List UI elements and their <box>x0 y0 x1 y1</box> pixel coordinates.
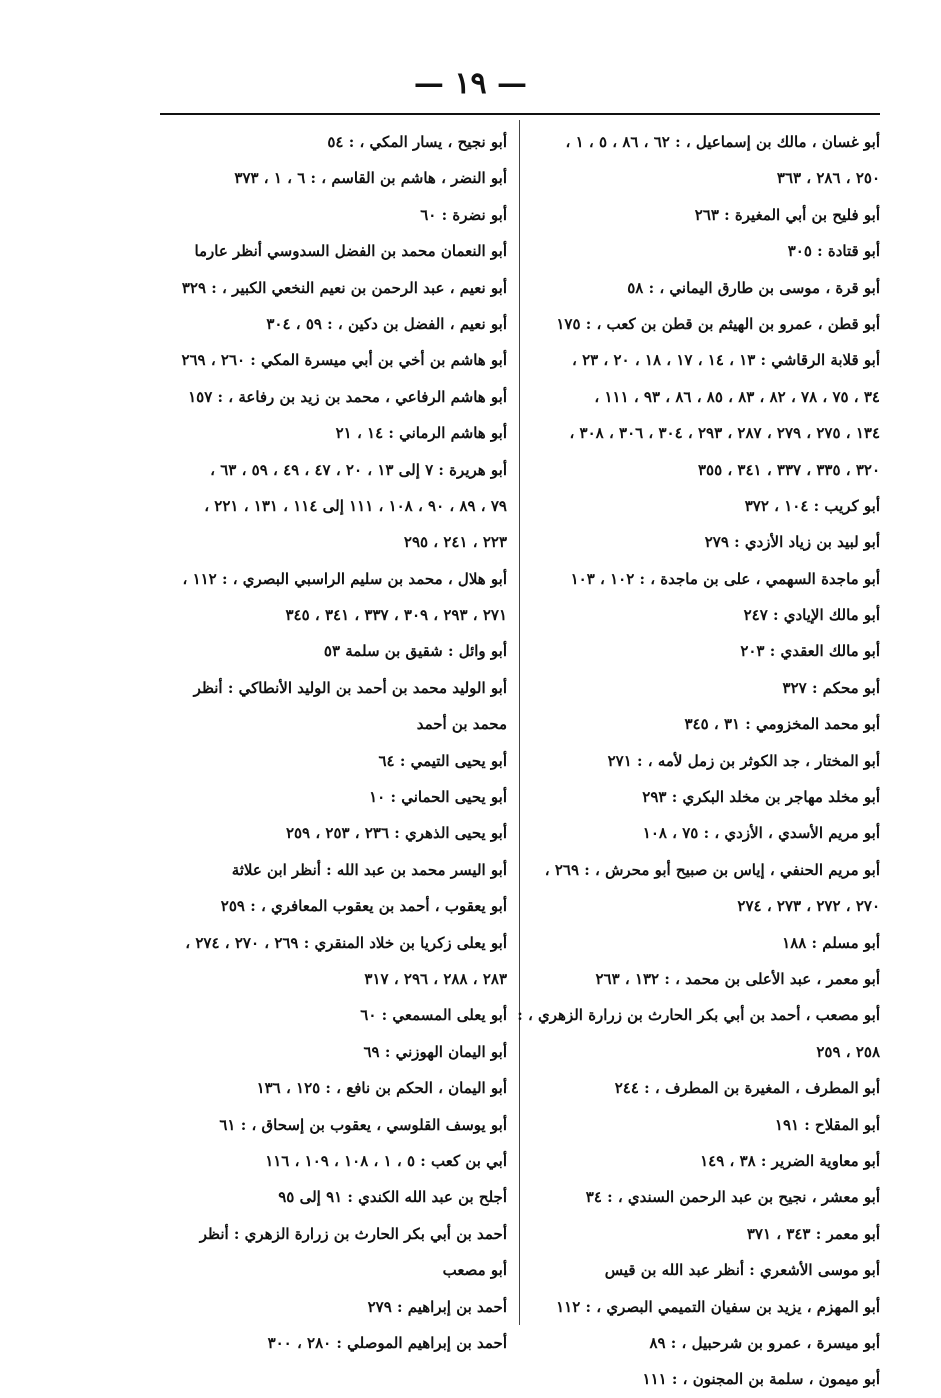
index-entry-line: أجلح بن عبد الله الكندي : ٩١ إلى ٩٥ <box>278 1188 507 1207</box>
index-entry-line: أبو المختار ، جد الكوثر بن زمل لأمه ، : ٢٧١ <box>607 751 880 770</box>
right-column <box>517 124 880 1389</box>
index-entry-line: ٢٥٠ ، ٢٨٦ ، ٣٦٣ <box>776 169 880 188</box>
index-entry-line: أبو يعلى زكريا بن خلاد المنقري : ٢٦٩ ، ٢٧٠ ، ٢٧٤ ، <box>185 933 507 952</box>
index-entry-line: أبو معشر ، نجيح بن عبد الرحمن السندي ، : ٣٤ <box>585 1188 880 1207</box>
left-column <box>175 124 507 1352</box>
index-entry-line: أبو هاشم الرفاعي ، محمد بن زيد بن رفاعة ، : ١٥٧ <box>188 387 507 406</box>
index-entry-line: ٢٧١ ، ٢٩٣ ، ٣٠٩ ، ٣٣٧ ، ٣٤١ ، ٣٤٥ <box>285 606 507 625</box>
index-entry-line: أبو محكم : ٣٢٧ <box>782 678 880 697</box>
index-entry-line: أبو يعقوب ، أحمد بن يعقوب المعافري ، : ٢٥٩ <box>220 897 507 916</box>
index-entry-line: أبو قلابة الرقاشي : ١٣ ، ١٤ ، ١٧ ، ١٨ ، ٢٠ ، ٢٣ ، <box>572 351 880 370</box>
index-entry-line: أبو هاشم بن أخي بن أبي ميسرة المكي : ٢٦٠ ، ٢٦٩ <box>181 351 507 370</box>
index-entry-line: أبو يحيى الذهري : ٢٣٦ ، ٢٥٣ ، ٢٥٩ <box>285 824 507 843</box>
index-entry-line: أبي بن كعب : ٥ ، ١ ، ١٠٨ ، ١٠٩ ، ١١٦ <box>265 1151 507 1170</box>
index-entry-line: أبو يوسف القلوسي ، يعقوب بن إسحاق ، : ٦١ <box>219 1115 507 1134</box>
index-entry-line: أبو النعمان محمد بن الفضل السدوسي أنظر عارما <box>194 242 507 261</box>
index-entry-line: أبو مالك العقدي : ٢٠٣ <box>740 642 880 661</box>
index-entry-line: ١٣٤ ، ٢٧٥ ، ٢٧٩ ، ٢٨٧ ، ٢٩٣ ، ٣٠٤ ، ٣٠٦ ، ٣٠٨ ، <box>569 424 880 443</box>
index-entry-line: أحمد بن إبراهيم : ٢٧٩ <box>367 1297 507 1316</box>
index-entry-line: أبو مريم الحنفي ، إياس بن صبيح أبو محرش ، : ٢٦٩ ، <box>544 860 880 879</box>
index-entry-line: أبو نجيح ، يسار المكي ، : ٥٤ <box>327 133 507 151</box>
index-entry-line: ٢٧٠ ، ٢٧٢ ، ٢٧٣ ، ٢٧٤ <box>737 897 880 916</box>
index-entry-line: أبو اليسر محمد بن عبد الله : أنظر ابن علاثة <box>231 860 507 879</box>
index-entry-line: أبو لبيد بن زياد الأزدي : ٢٧٩ <box>704 533 880 552</box>
index-entry-line: أبو اليمان الهوزني : ٦٩ <box>363 1042 507 1061</box>
index-entry-line: أبو قتادة : ٣٠٥ <box>787 242 880 261</box>
index-entry-line: أبو قطن ، عمرو بن الهيثم بن قطن بن كعب ، : ١٧٥ <box>556 314 880 333</box>
index-entry-line: أحمد بن إبراهيم الموصلي : ٢٨٠ ، ٣٠٠ <box>267 1333 507 1352</box>
index-entry-line: أبو قرة ، موسى بن طارق اليماني ، : ٥٨ <box>627 278 880 297</box>
index-entry-line: أبو ماجدة السهمي ، على بن ماجدة ، : ١٠٢ ، ١٠٣ <box>570 569 880 588</box>
index-entry-line: أبو الوليد محمد بن أحمد بن الوليد الأنطاكي : أنظر <box>193 678 507 697</box>
index-entry-line: أبو معمر ، عبد الأعلى بن محمد ، : ١٣٢ ، ٢٦٣ <box>595 969 880 988</box>
index-entry-line: أبو مخلد مهاجر بن مخلد البكري : ٢٩٣ <box>642 788 880 807</box>
index-entry-line: أبو مريم الأسدي ، الأزدي ، : ٧٥ ، ١٠٨ <box>642 824 880 843</box>
index-entry-line: أحمد بن أبي بكر الحارث بن زرارة الزهري : أنظر <box>199 1224 507 1243</box>
index-entry-line: ٢٨٣ ، ٢٨٨ ، ٢٩٦ ، ٣١٧ <box>364 969 507 988</box>
index-entry-line: أبو مالك الإيادي : ٢٤٧ <box>743 606 880 625</box>
index-entry-line: أبو هريرة : ٧ إلى ١٣ ، ٢٠ ، ٤٧ ، ٤٩ ، ٥٩ ، ٦٣ ، <box>210 460 507 479</box>
index-entry-line: أبو ميسرة ، عمرو بن شرحبيل ، : ٨٩ <box>649 1333 880 1352</box>
index-entry-line: أبو معمر : ٣٤٣ ، ٣٧١ <box>746 1224 880 1243</box>
index-entry-line: أبو يحيى الحماني : ١٠ <box>369 788 507 807</box>
index-entry-line: أبو نعيم ، عبد الرحمن بن نعيم النخعي الكبير ، : ٣٢٩ <box>181 278 507 297</box>
index-entry-line: محمد بن أحمد <box>416 715 507 734</box>
index-entry-line: أبو نعيم ، الفضل بن دكين ، : ٥٩ ، ٣٠٤ <box>266 314 507 333</box>
index-entry-line: أبو فليح بن أبي المغيرة : ٢٦٣ <box>694 205 880 224</box>
header-rule <box>160 113 880 115</box>
index-entry-line: ٧٩ ، ٨٩ ، ٩٠ ، ١٠٨ ، ١١١ إلى ١١٤ ، ١٣١ ، ٢٢١ ، <box>204 496 507 515</box>
index-entry-line: ٢٥٨ ، ٢٥٩ <box>816 1042 880 1061</box>
index-entry-line: أبو المهزم ، يزيد بن سفيان التميمي البصري ، : ١١٢ <box>556 1297 880 1316</box>
index-entry-line: أبو المطرف ، المغيرة بن المطرف ، : ٢٤٤ <box>614 1079 880 1098</box>
index-entry-line: أبو موسى الأشعري : أنظر عبد الله بن قيس <box>604 1261 880 1280</box>
index-entry-line: أبو مصعب <box>442 1261 507 1280</box>
index-entry-line: ٣٢٠ ، ٣٣٥ ، ٣٣٧ ، ٣٤١ ، ٣٥٥ <box>697 460 880 479</box>
index-entry-line: أبو محمد المخزومي : ٣١ ، ٣٤٥ <box>684 715 880 734</box>
index-entry-line: أبو هلال ، محمد بن سليم الراسبي البصري ، : ١١٢ ، <box>182 569 507 588</box>
index-entry-line: أبو المقلاح : ١٩١ <box>774 1115 880 1134</box>
index-entry-line: أبو اليمان ، الحكم بن نافع ، : ١٢٥ ، ١٣٦ <box>256 1079 507 1098</box>
index-entry-line: أبو كريب : ١٠٤ ، ٣٧٢ <box>744 496 880 515</box>
index-entry-line: أبو وائل : شقيق بن سلمة ٥٣ <box>323 642 507 661</box>
index-entry-line: أبو نضرة : ٦٠ <box>420 205 507 224</box>
index-entry-line: أبو يعلى المسمعي : ٦٠ <box>360 1006 507 1025</box>
index-entry-line: أبو مسلم : ١٨٨ <box>782 933 880 952</box>
index-entry-line: ٢٢٣ ، ٢٤١ ، ٢٩٥ <box>403 533 507 552</box>
index-entry-line: أبو معاوية الضرير : ٣٨ ، ١٤٩ <box>700 1151 880 1170</box>
page-number: — ١٩ — <box>413 66 528 101</box>
index-entry-line: أبو مصعب ، أحمد بن أبي بكر الحارث بن زرارة الزهري ، : <box>517 1006 880 1025</box>
index-entry-line: أبو غسان ، مالك بن إسماعيل ، : ٦٢ ، ٨٦ ، ٥ ، ١ ، <box>565 133 880 151</box>
index-entry-line: أبو يحيى التيمي : ٦٤ <box>378 751 507 770</box>
index-entry-line: أبو ميمون ، سلمة بن المجنون ، : ١١١ <box>642 1370 880 1389</box>
index-entry-line: أبو النضر ، هاشم بن القاسم ، : ٦ ، ١ ، ٣٧٣ <box>234 169 507 188</box>
index-entry-line: أبو هاشم الرماني : ١٤ ، ٢١ <box>335 424 507 443</box>
index-entry-line: ٣٤ ، ٧٥ ، ٧٨ ، ٨٢ ، ٨٣ ، ٨٥ ، ٨٦ ، ٩٣ ، ١١١ ، <box>594 387 880 406</box>
column-divider <box>519 120 520 1325</box>
